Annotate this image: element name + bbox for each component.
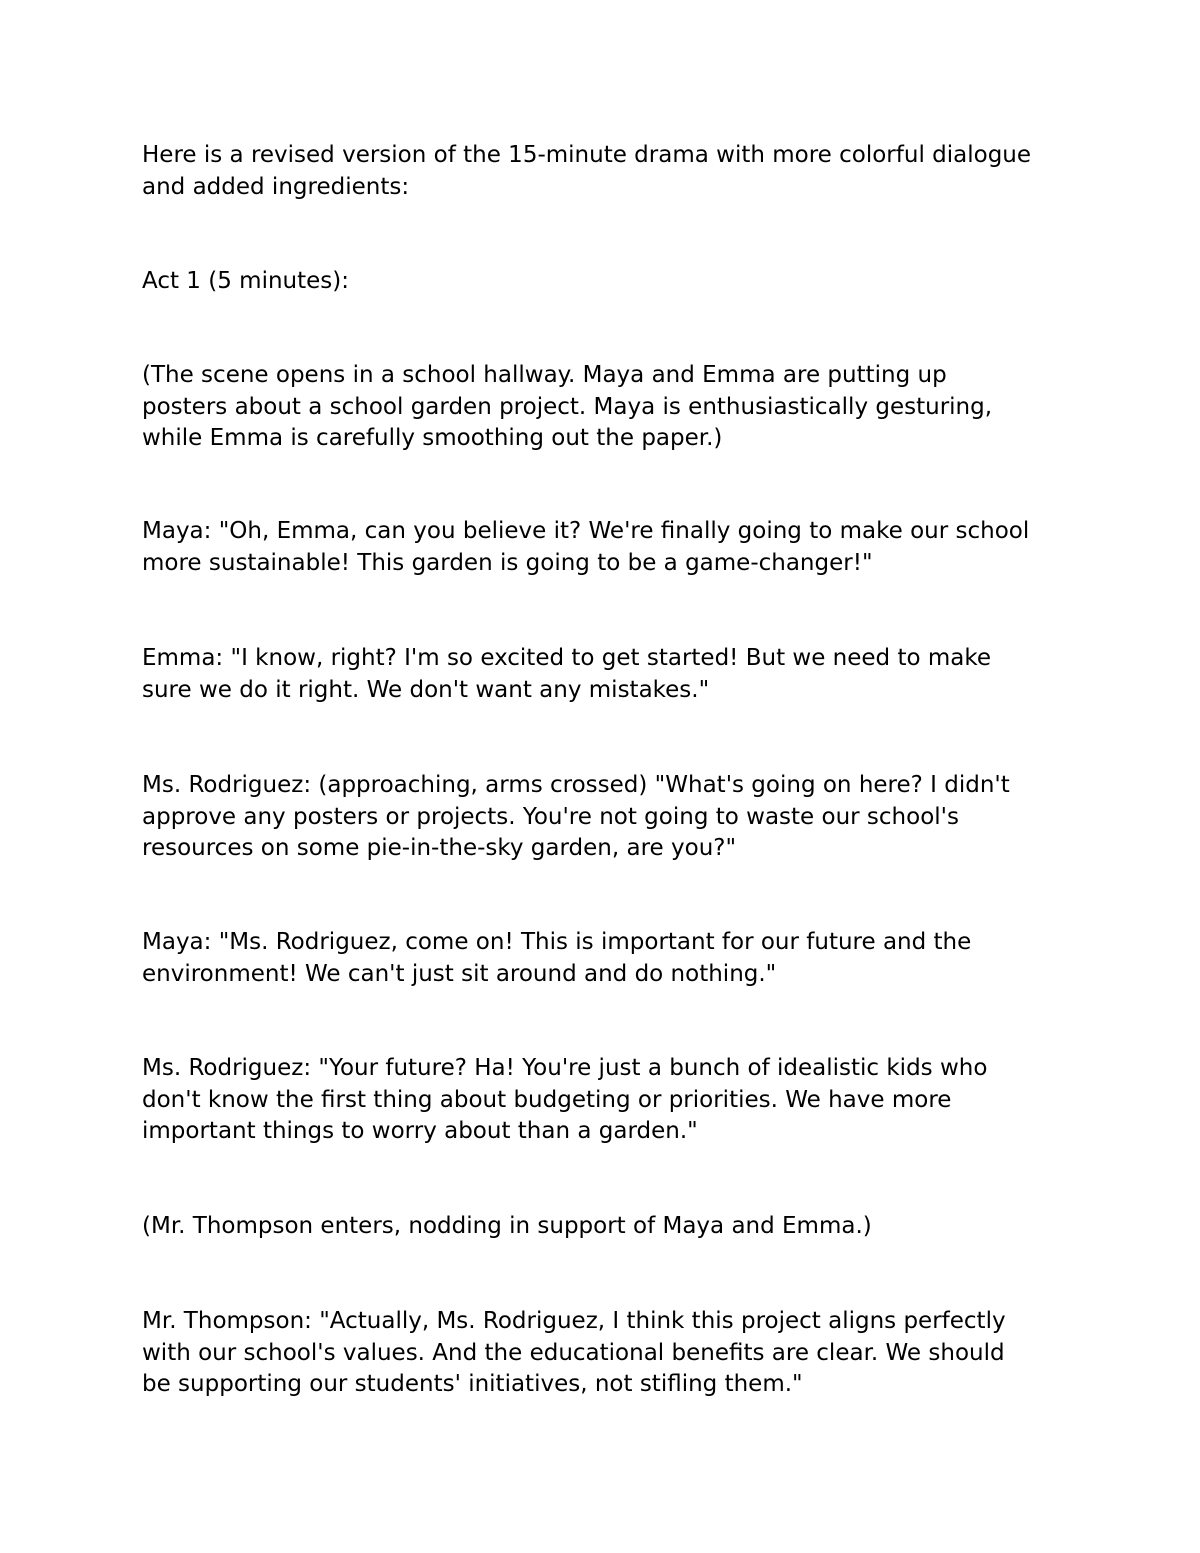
act-heading: Act 1 (5 minutes): [142,268,349,294]
stage-direction-opening: (The scene opens in a school hallway. Maya and Emma are putting up posters about a school garden project. Maya is enthusiastically gesturing, while Emma is carefully smoothing out the paper.) [142,362,993,451]
dialogue-rodriguez-2: Ms. Rodriguez: "Your future? Ha! You're just a bunch of idealistic kids who don't know the first thing about budgeting or priorities. We have more important things to worry about than a garden." [142,1055,988,1144]
dialogue-emma-1: Emma: "I know, right? I'm so excited to get started! But we need to make sure we do it right. We don't want any mistakes." [142,645,992,703]
dialogue-maya-1: Maya: "Oh, Emma, can you believe it? We're finally going to make our school more sustainable! This garden is going to be a game-changer!" [142,518,1030,576]
dialogue-maya-2: Maya: "Ms. Rodriguez, come on! This is important for our future and the environment! We can't just sit around and do nothing." [142,929,972,987]
dialogue-thompson-1: Mr. Thompson: "Actually, Ms. Rodriguez, I think this project aligns perfectly with our school's values. And the educational benefits are clear. We should be supporting our students' initiatives, not stifling them." [142,1308,1006,1397]
stage-direction-thompson-enters: (Mr. Thompson enters, nodding in support of Maya and Emma.) [142,1213,872,1239]
dialogue-rodriguez-1: Ms. Rodriguez: (approaching, arms crossed) "What's going on here? I didn't approve any posters or projects. You're not going to waste our school's resources on some pie-in-the-sky garden, are you?" [142,772,1010,861]
intro-paragraph: Here is a revised version of the 15-minute drama with more colorful dialogue and added ingredients: [142,142,1032,200]
